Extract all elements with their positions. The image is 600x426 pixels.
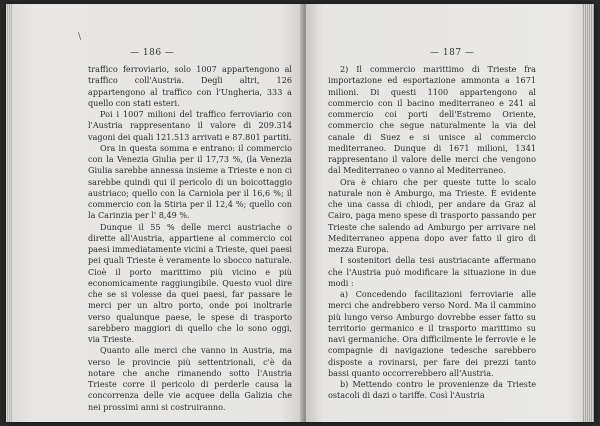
paragraph: Ora in questa somma e entrano: il commercio con la Venezia Giulia per il 17,73 %, (la Venezia Giulia sarebbe annessa insieme a Trieste e non ci sarebbe quindi qui il pericolo di un boicottaggio austriaco; quello con la Carniola per il 16,6 %; il commercio con la Stiria per il 12,4 %; quello con la Carinzia per l' 8,49 %. <box>88 142 292 221</box>
paragraph: traffico ferroviario, solo 1007 appartengono al traffico coll'Austria. Degli altri, 126 appartengono al traffico con l'Ungheria, 333 a quello con stati esteri. <box>88 64 292 108</box>
page-edges-right <box>582 4 594 422</box>
paragraph: Quanto alle merci che vanno in Austria, ma verso le provincie più settentrionali, c'è da notare che anche rimanendo sotto l'Austria Trieste corre il pericolo di perderle causa la concorrenza delle vie acquee della Galizia che nei prossimi anni si costruiranno. <box>88 345 292 412</box>
paragraph: b) Mettendo contro le provenienze da Trieste ostacoli di dazi o tariffe. Così l'Austria <box>328 379 536 401</box>
paragraph: Dunque il 55 % delle merci austriache o dirette all'Austria, appartiene al commercio coi paesi immediatamente vicini a Trieste, quei paesi pei quali Trieste è veramente lo sbocco naturale. Cioè il porto marittimo più vicino e più economicamente raggiungibile. Questo vuol dire che se si volesse da quei paesi, far passare le merci per un altro porto, onde poi inoltrarle verso qualunque paese, le spese di trasporto sarebbero maggiori di quello che lo sono oggi, via Trieste. <box>88 221 292 344</box>
left-page <box>12 4 304 422</box>
paragraph: 2) Il commercio marittimo di Trieste fra importazione ed esportazione ammonta a 1671 milioni. Di questi 1100 appartengono al commercio con il bacino mediterraneo e 241 al commercio coi porti dell'Estremo Oriente, commercio che segue naturalmente la via del canale di Suez e si unisce al commercio mediterraneo. Dunque di 1671 milioni, 1341 rappresentano il valore delle merci che vengono dal Mediterraneo o vanno al Mediterraneo. <box>328 64 536 176</box>
paragraph: Ora è chiaro che per queste tutte lo scalo naturale non è Amburgo, ma Trieste. È evidente che una cassa di chiodi, per andare da Graz al Cairo, paga meno spese di trasporto passando per Trieste che salendo ad Amburgo per arrivare nel Mediterraneo appena dopo aver fatto il giro di mezza Europa. <box>328 176 536 254</box>
page-number-left: — 186 — <box>130 48 175 58</box>
paragraph: I sostenitori della tesi austriacante affermano che l'Austria può modificare la situazione in due modi : <box>328 255 536 288</box>
left-page-text <box>88 64 292 413</box>
page-number-right: — 187 — <box>430 48 475 58</box>
book-spread <box>6 4 594 422</box>
margin-mark: \ <box>78 32 82 42</box>
right-page-text <box>328 64 536 402</box>
paragraph: a) Concedendo facilitazioni ferroviarie alle merci che andrebbero verso Nord. Ma il cammino più lungo verso Amburgo dovrebbe esser fatto su territorio germanico e il trasporto marittimo su navi germaniche. Ora difficilmente le ferrovie e le compagnie di navigazione tedesche sarebbero disposte a rovinarsi, per fare dei prezzi tanto bassi quanto occorrerebbero all'Austria. <box>328 289 536 378</box>
right-page <box>306 4 590 422</box>
paragraph: Poi i 1007 milioni del traffico ferroviario con l'Austria rappresentano il valore di 209.314 vagoni dei quali 121.513 arrivati e 87.801 partiti. <box>88 109 292 142</box>
